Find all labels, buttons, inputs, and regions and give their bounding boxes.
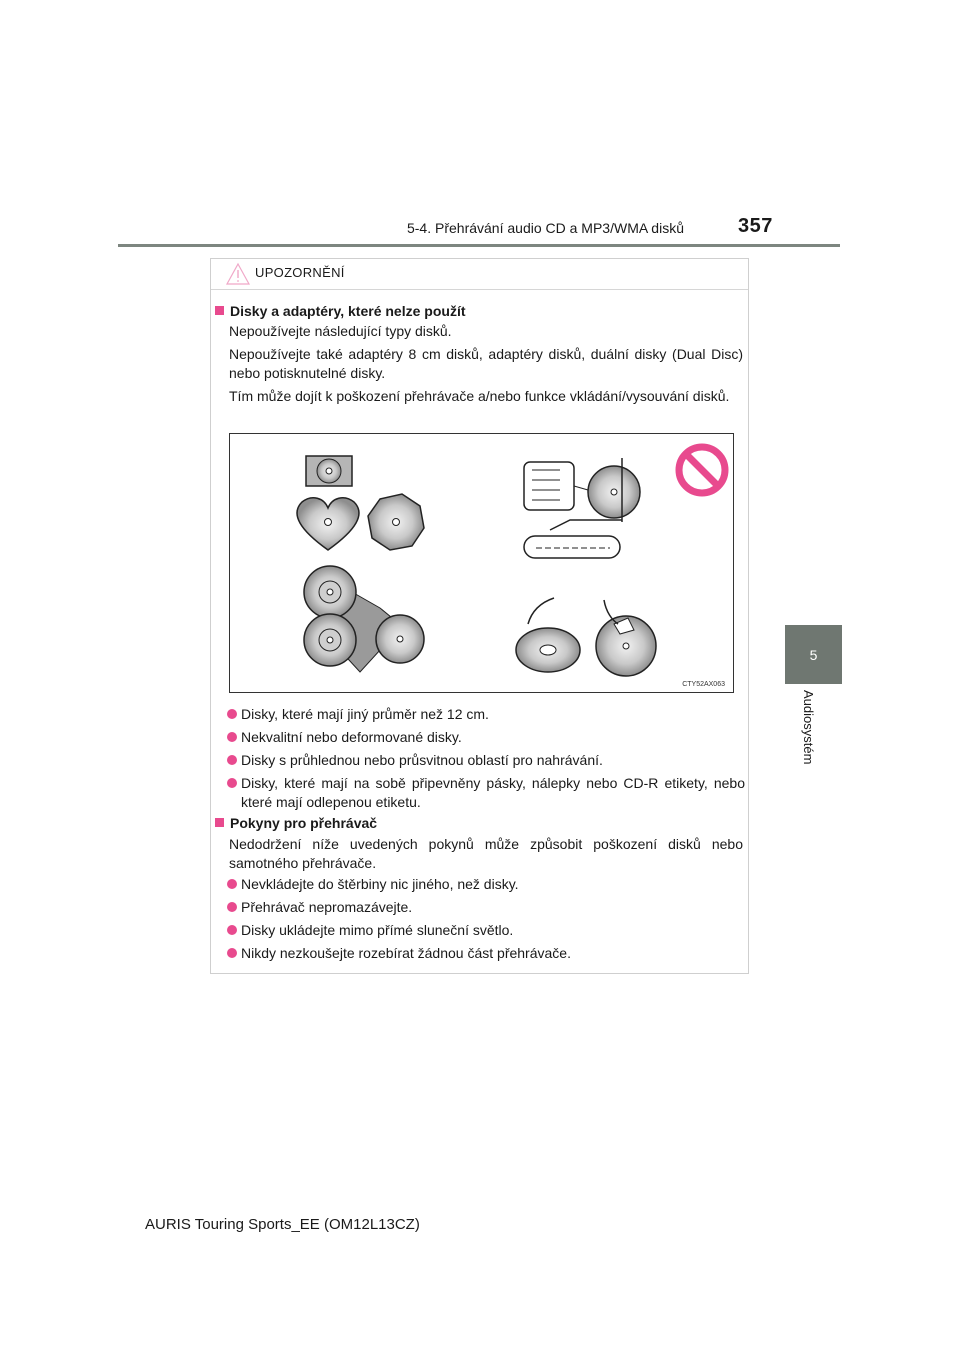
paragraph: Tím může dojít k poškození přehrávače a/nebo funkce vkládání/vysouvání disků. <box>229 388 730 404</box>
page-number: 357 <box>738 215 773 237</box>
bullet-dot-icon <box>227 925 237 935</box>
bullet-dot-icon <box>227 709 237 719</box>
figure-code: CTY52AX063 <box>682 681 725 688</box>
bullet-dot-icon <box>227 732 237 742</box>
list-item: Disky s průhlednou nebo průsvitnou oblastí pro nahrávání. <box>225 751 745 770</box>
square-bullet-icon <box>215 818 224 827</box>
warning-triangle-icon <box>225 262 251 286</box>
caution-box <box>210 258 749 974</box>
bullet-dot-icon <box>227 778 237 788</box>
bullet-dot-icon <box>227 902 237 912</box>
header-rule <box>118 244 840 247</box>
paragraph: Nepoužívejte také adaptéry 8 cm disků, adaptéry disků, duální disky (Dual Disc) nebo potisknutelné disky. <box>229 346 743 381</box>
discs-illustration <box>230 434 733 692</box>
chapter-label: Audiosystém <box>801 690 816 765</box>
bullet-dot-icon <box>227 755 237 765</box>
section-heading-unusable-discs: Disky a adaptéry, které nelze použít <box>215 303 466 319</box>
bullet-dot-icon <box>227 948 237 958</box>
bullet-dot-icon <box>227 879 237 889</box>
heart-disc-icon <box>297 498 359 550</box>
list-item: Disky, které mají jiný průměr než 12 cm. <box>225 705 745 724</box>
list-item: Nevkládejte do štěrbiny nic jiného, než disky. <box>225 875 745 894</box>
paragraph: Nedodržení níže uvedených pokynů může způsobit poškození disků nebo samotného přehrávače. <box>229 836 743 871</box>
chapter-number: 5 <box>809 646 818 663</box>
list-item: Přehrávač nepromazávejte. <box>225 898 745 917</box>
section-heading-player-instructions: Pokyny pro přehrávač <box>215 815 377 831</box>
unusable-discs-figure <box>229 433 734 693</box>
labeled-disc-icon <box>596 600 656 676</box>
adapter-discs-icon <box>304 566 424 672</box>
caution-header <box>211 259 748 290</box>
section-title: 5-4. Přehrávání audio CD a MP3/WMA disků <box>406 220 684 236</box>
polygon-disc-icon <box>368 494 424 550</box>
list-item: Nekvalitní nebo deformované disky. <box>225 728 745 747</box>
square-disc-icon <box>306 456 352 486</box>
list-item: Nikdy nezkoušejte rozebírat žádnou část přehrávače. <box>225 944 745 963</box>
list-item: Disky, které mají na sobě připevněny pásky, nálepky nebo CD-R etikety, nebo které mají odlepenou etiketu. <box>225 774 745 812</box>
chapter-tab[interactable] <box>785 625 842 684</box>
prohibition-icon <box>679 447 725 493</box>
square-bullet-icon <box>215 306 224 315</box>
paragraph: Nepoužívejte následující typy disků. <box>229 323 452 339</box>
footer-model: AURIS Touring Sports_EE (OM12L13CZ) <box>145 1216 420 1233</box>
caution-title: UPOZORNĚNÍ <box>255 265 345 280</box>
list-item: Disky ukládejte mimo přímé sluneční světlo. <box>225 921 745 940</box>
deformed-disc-icon <box>516 598 580 672</box>
player-disc-icon <box>524 458 640 558</box>
